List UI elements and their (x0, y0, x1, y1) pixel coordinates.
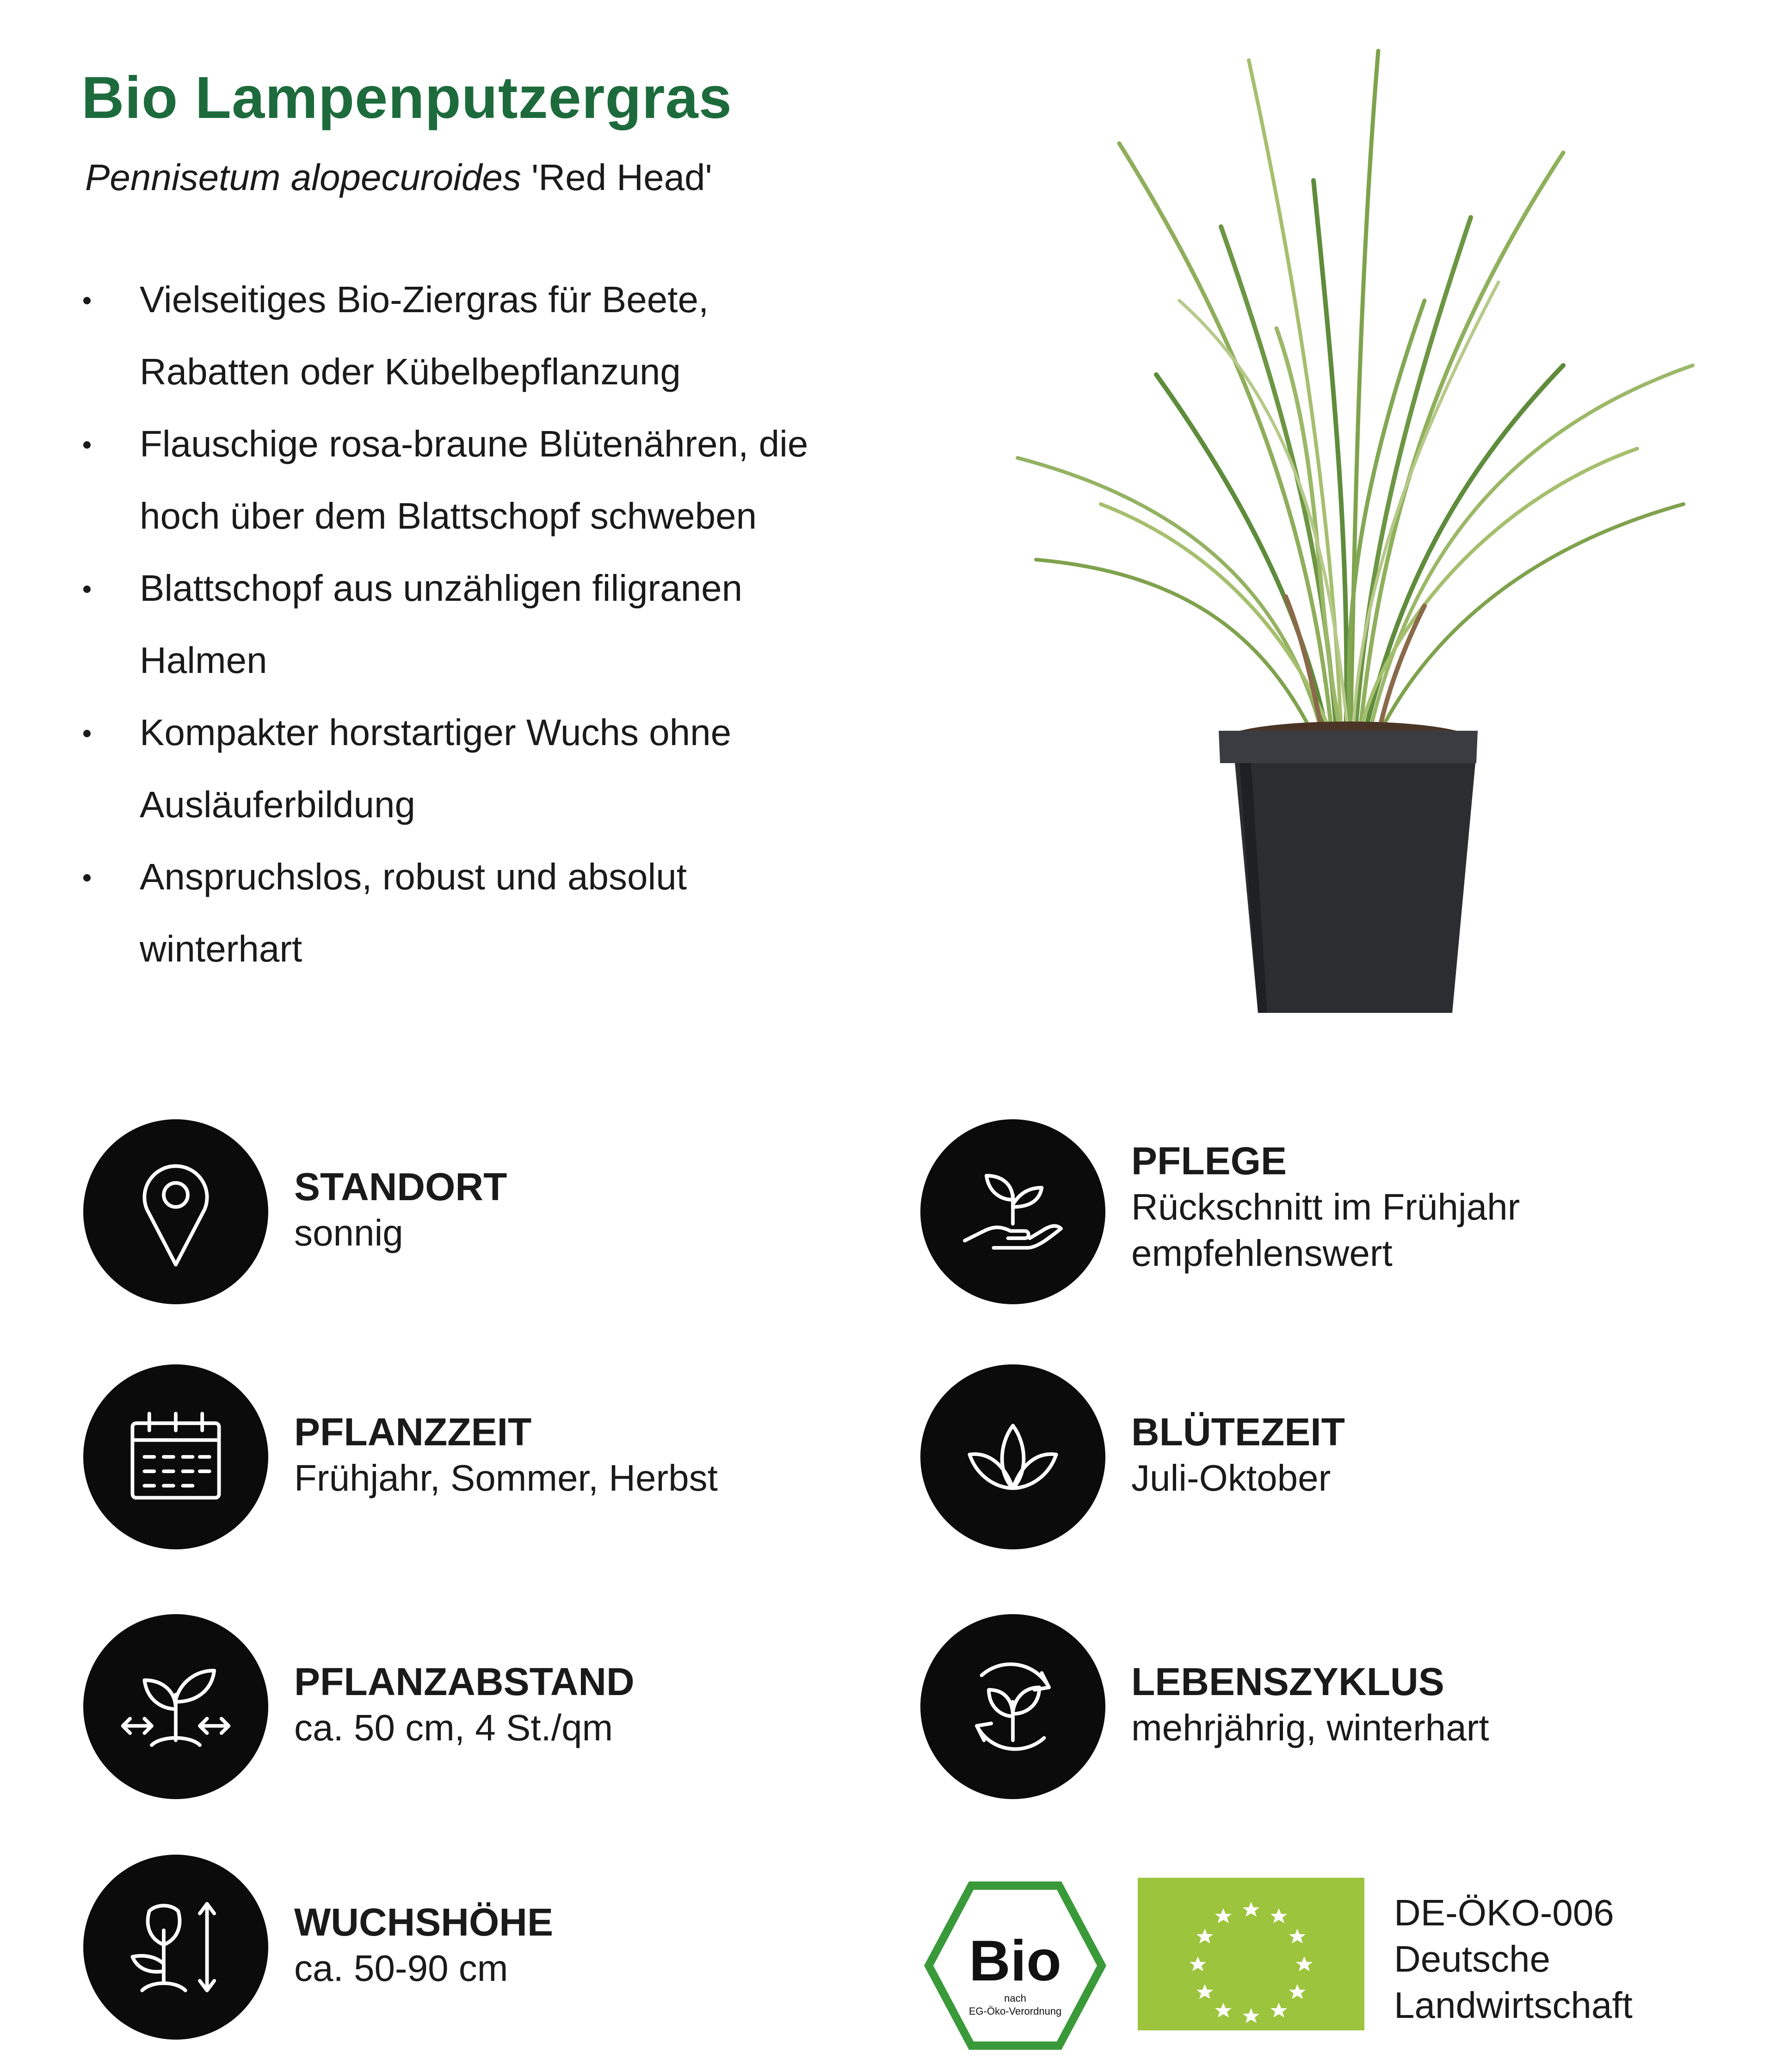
bullet-item: Vielseitiges Bio-Ziergras für Beete, (79, 264, 911, 336)
bullet-item-continued: winterhart (140, 928, 302, 969)
plant-height-icon (116, 1887, 236, 2007)
feature-wuchshoehe (83, 1855, 842, 2040)
feature-value: Frühjahr, Sommer, Herbst (294, 1457, 718, 1498)
cultivar-name: 'Red Head' (521, 157, 712, 198)
feature-pflege (920, 1119, 1679, 1304)
flower-icon (953, 1397, 1073, 1517)
bullet-item: Blattschopf aus unzähligen filigranen (79, 552, 911, 624)
eu-organic-logo (1138, 1878, 1364, 2030)
feature-pflanzabstand (83, 1614, 842, 1799)
feature-label: STANDORT (294, 1165, 507, 1209)
bullet-item-continued: hoch über dem Blattschopf schweben (140, 495, 757, 536)
bullet-item-continued: Ausläuferbildung (140, 784, 415, 825)
bullet-item: Flauschige rosa-braune Blütenähren, die (79, 408, 911, 480)
plant-spacing-icon (116, 1646, 236, 1767)
feature-value: sonnig (294, 1212, 403, 1253)
feature-value: Juli-Oktober (1131, 1457, 1331, 1498)
feature-value: Rückschnitt im Frühjahr (1131, 1186, 1520, 1227)
location-pin-icon (116, 1152, 236, 1272)
certification-line: Landwirtschaft (1394, 1985, 1633, 2026)
feature-label: PFLANZZEIT (294, 1410, 532, 1454)
feature-bullet-list (79, 264, 911, 985)
feature-value: ca. 50-90 cm (294, 1948, 508, 1989)
bio-seal-sub1: nach (1004, 1992, 1026, 2004)
product-subtitle (85, 156, 712, 199)
calendar-icon (116, 1397, 236, 1517)
feature-value: mehrjährig, winterhart (1131, 1707, 1489, 1748)
bio-seal-logo (920, 1878, 1110, 2054)
bullet-item: Kompakter horstartiger Wuchs ohne (79, 697, 911, 769)
certification-info (1394, 1890, 1633, 2029)
feature-value: ca. 50 cm, 4 St./qm (294, 1707, 613, 1748)
lifecycle-icon (953, 1646, 1073, 1767)
bullet-item-continued: Halmen (140, 640, 267, 681)
certification-line: Deutsche (1394, 1938, 1550, 1980)
feature-bluetezeit (920, 1364, 1679, 1549)
bullet-item: Anspruchslos, robust und absolut (79, 841, 911, 913)
feature-label: PFLEGE (1131, 1139, 1287, 1183)
bio-seal-text: Bio (969, 1929, 1061, 1993)
feature-standort (83, 1119, 842, 1304)
feature-value-continued: empfehlenswert (1131, 1233, 1393, 1274)
feature-label: LEBENSZYKLUS (1131, 1660, 1444, 1703)
feature-pflanzzeit (83, 1364, 842, 1549)
certification-code: DE-ÖKO-006 (1394, 1892, 1614, 1933)
product-title: Bio Lampenputzergras (81, 65, 732, 131)
feature-label: WUCHSHÖHE (294, 1900, 553, 1944)
feature-lebenszyklus (920, 1614, 1679, 1799)
product-image (962, 42, 1730, 1041)
latin-name: Pennisetum alopecuroides (85, 157, 521, 198)
feature-label: BLÜTEZEIT (1131, 1410, 1345, 1454)
feature-label: PFLANZABSTAND (294, 1660, 635, 1703)
hand-sprout-icon (953, 1152, 1073, 1272)
bullet-item-continued: Rabatten oder Kübelbepflanzung (140, 351, 681, 392)
bio-seal-sub2: EG-Öko-Verordnung (968, 2005, 1062, 2017)
